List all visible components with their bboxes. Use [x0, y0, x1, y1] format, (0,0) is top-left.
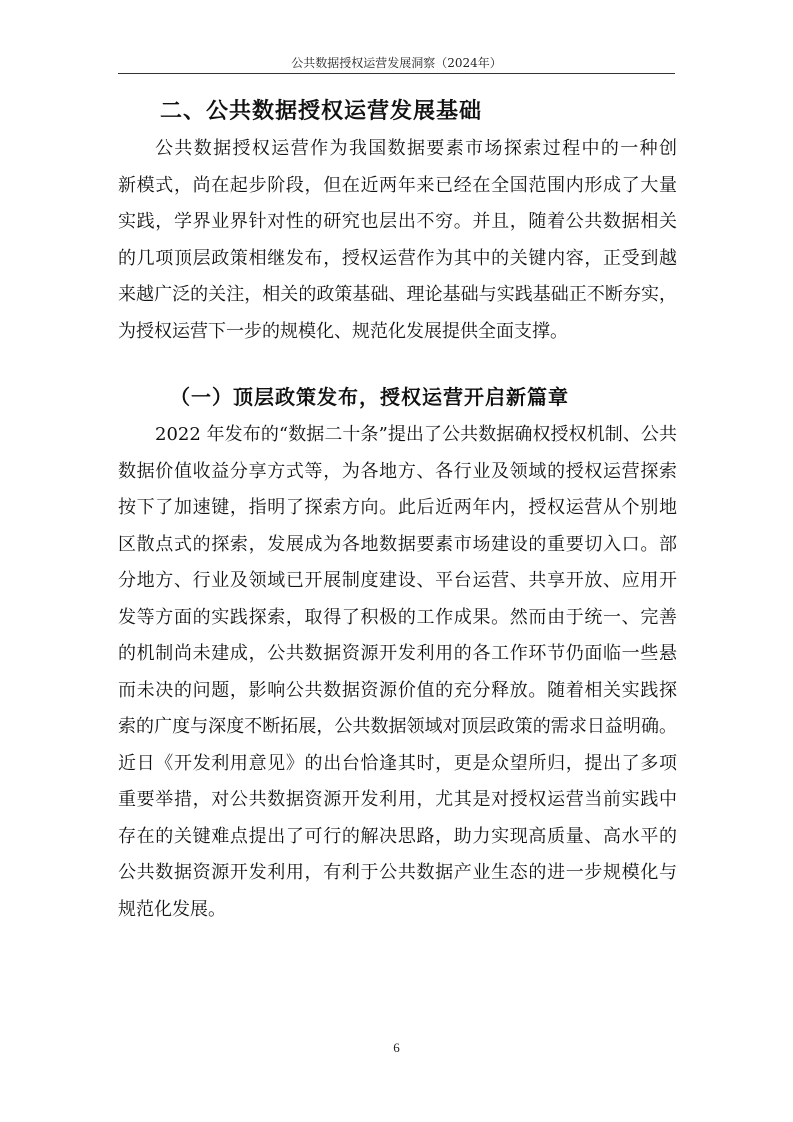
paragraph-line: 2022 年发布的“数据二十条”提出了公共数据确权授权机制、公共 [155, 424, 677, 445]
paragraph-1 [118, 131, 677, 350]
paragraph-line: 公共数据授权运营作为我国数据要素市场探索过程中的一种创 [155, 138, 677, 159]
paragraph-line: 实践，学界业界针对性的研究也层出不穷。并且，随着公共数据相关 [118, 211, 677, 232]
paragraph-line: 近日《开发利用意见》的出台恰逢其时，更是众望所归，提出了多项 [118, 752, 677, 774]
paragraph-2 [118, 417, 677, 928]
paragraph-line: 重要举措，对公共数据资源开发利用，尤其是对授权运营当前实践中 [118, 789, 677, 810]
subsection-heading: （一）顶层政策发布，授权运营开启新篇章 [170, 385, 569, 409]
paragraph-line: 发等方面的实践探索，取得了积极的工作成果。然而由于统一、完善 [118, 606, 677, 628]
paragraph-line: 按下了加速键，指明了探索方向。此后近两年内，授权运营从个别地 [118, 497, 677, 518]
paragraph-line: 新模式，尚在起步阶段，但在近两年来已经在全国范围内形成了大量 [118, 174, 677, 196]
paragraph-line: 的机制尚未建成，公共数据资源开发利用的各工作环节仍面临一些悬 [118, 643, 677, 664]
paragraph-line: 来越广泛的关注，相关的政策基础、理论基础与实践基础正不断夯实， [118, 284, 677, 305]
paragraph-line: 索的广度与深度不断拓展，公共数据领域对顶层政策的需求日益明确。 [118, 716, 677, 737]
paragraph-line: 的几项顶层政策相继发布，授权运营作为其中的关键内容，正受到越 [118, 247, 677, 269]
paragraph-line: 存在的关键难点提出了可行的解决思路，助力实现高质量、高水平的 [118, 825, 677, 847]
paragraph-line: 而未决的问题，影响公共数据资源价值的充分释放。随着相关实践探 [118, 679, 677, 701]
paragraph-line: 分地方、行业及领域已开展制度建设、平台运营、共享开放、应用开 [118, 570, 677, 591]
paragraph-line: 区散点式的探索，发展成为各地数据要素市场建设的重要切入口。部 [118, 533, 677, 555]
running-header: 公共数据授权运营发展洞察（2024年） [291, 56, 502, 70]
paragraph-line: 数据价值收益分享方式等，为各地方、各行业及领域的授权运营探索 [118, 460, 677, 482]
section-heading: 二、公共数据授权运营发展基础 [160, 99, 483, 124]
paragraph-line: 为授权运营下一步的规模化、规范化发展提供全面支撑。 [118, 320, 568, 342]
paragraph-line: 公共数据资源开发利用，有利于公共数据产业生态的进一步规模化与 [118, 862, 677, 883]
page-number: 6 [393, 1040, 400, 1055]
paragraph-line: 规范化发展。 [118, 898, 226, 920]
header-rule [118, 73, 675, 74]
